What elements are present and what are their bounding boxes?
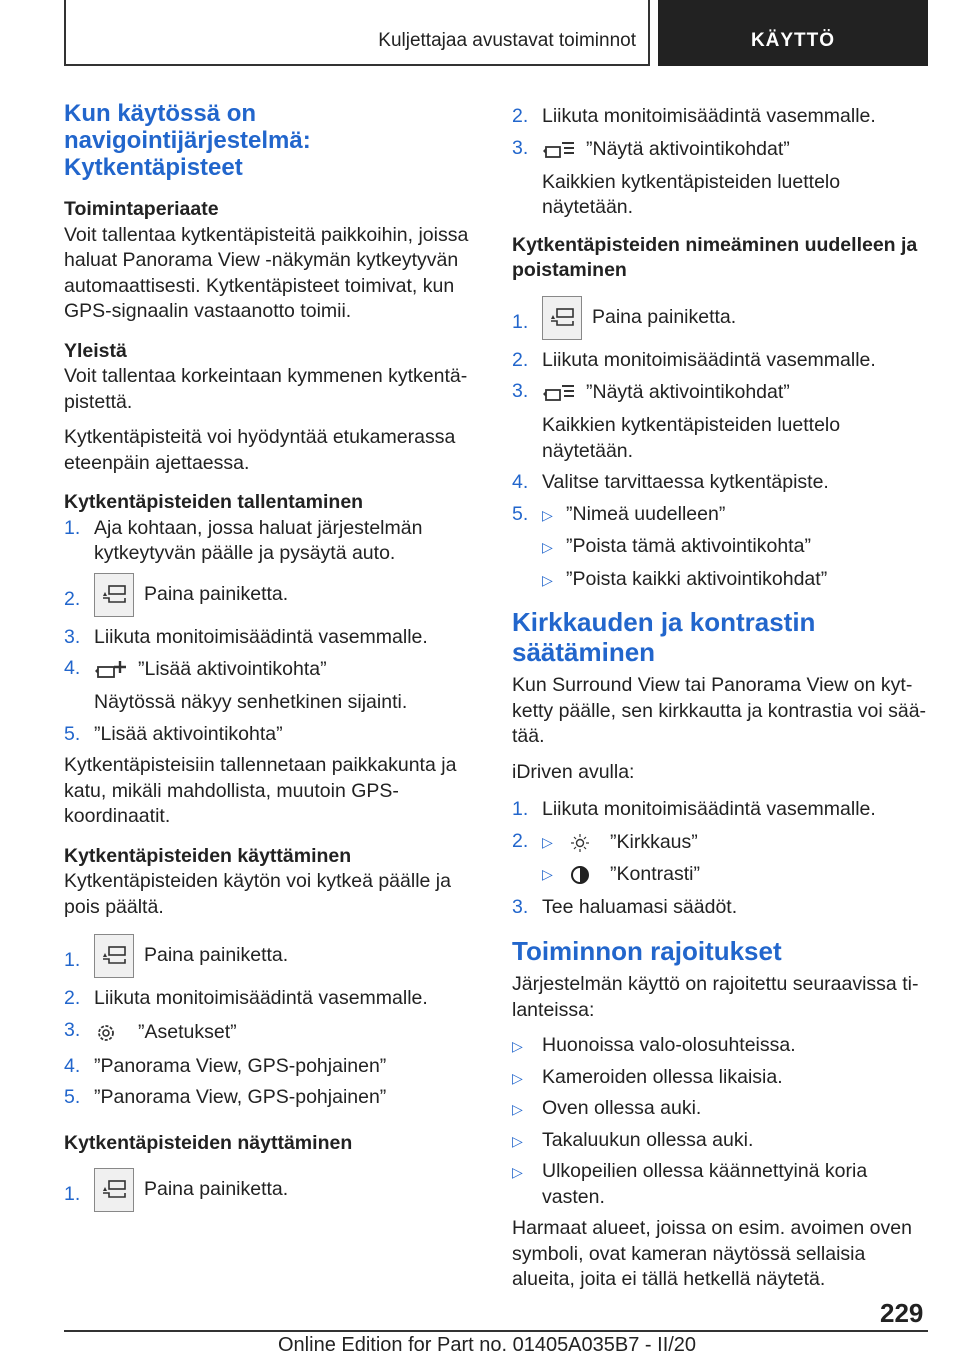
list-item <box>512 136 930 221</box>
show-steps <box>64 1168 484 1212</box>
list-item <box>64 1054 484 1080</box>
list-text: Ulkopeilien ollessa käännettyinä koria vasten. <box>542 1160 868 1208</box>
step-text: Liikuta monitoimisäädintä vasemmalle. <box>94 987 428 1009</box>
step-text: ”Näytä aktivointikohdat” <box>586 137 790 160</box>
step-number: 1. <box>64 1183 81 1205</box>
step-number: 2. <box>512 105 529 127</box>
section-heading: Toiminnon rajoitukset <box>512 936 782 966</box>
option-list <box>542 829 930 889</box>
step-text: ”Asetukset” <box>138 1020 237 1043</box>
subheading-general: Yleistä <box>64 339 127 362</box>
triangle-right-icon: ▷ <box>512 1164 523 1180</box>
step-text: Liikuta monitoimisäädintä vasemmalle. <box>542 348 876 371</box>
step-text: ”Panorama View, GPS-pohjainen” <box>94 1054 387 1077</box>
step-text: Paina painiketta. <box>144 944 289 967</box>
section-heading: Kirkkauden ja kontrastin säätäminen <box>512 607 816 667</box>
triangle-right-icon: ▷ <box>542 833 553 850</box>
step-text: Tee haluamasi säädöt. <box>542 895 738 918</box>
paragraph: Kun Surround View tai Panorama View on kytketty päälle, sen kirkkautta ja kontrastia voi säätää. <box>512 674 927 747</box>
option-text: ”Nimeä uudelleen” <box>566 502 726 525</box>
option-text: ”Kontrasti” <box>610 862 700 885</box>
step-number: 1. <box>64 516 81 539</box>
option-list <box>542 502 930 594</box>
step-number: 4. <box>64 657 81 679</box>
step-text: Valitse tarvittaessa kytkentäpiste. <box>542 471 829 493</box>
triangle-right-icon: ▷ <box>512 1101 523 1117</box>
step-number: 3. <box>512 136 529 159</box>
page-header <box>64 0 928 66</box>
subheading-show: Kytkentäpisteiden näyttäminen <box>64 1131 353 1154</box>
list-item <box>64 1018 484 1048</box>
list-item <box>512 895 930 921</box>
camera-view-button-icon <box>94 934 134 978</box>
paragraph: Voit tallentaa korkeintaan kymmenen kytkentäpistettä. <box>64 365 468 413</box>
list-item <box>512 1096 930 1122</box>
gear-icon <box>94 1022 128 1044</box>
section-tab <box>64 0 650 66</box>
list-text: Kameroiden ollessa likaisia. <box>542 1065 783 1088</box>
step-text: ”Lisää aktivointikohta” <box>138 658 327 681</box>
step-number: 3. <box>512 380 529 402</box>
camera-view-button-icon <box>94 1168 134 1212</box>
rename-steps <box>512 296 930 594</box>
step-number: 3. <box>64 1018 81 1041</box>
list-text: Oven ollessa auki. <box>542 1097 702 1119</box>
list-item <box>512 1033 930 1059</box>
step-text: Paina painiketta. <box>144 582 289 605</box>
list-item <box>64 1168 484 1212</box>
paragraph: Järjestelmän käyttö on rajoitettu seuraavissa tilanteissa: <box>512 973 919 1021</box>
step-number: 2. <box>64 987 81 1009</box>
list-item <box>512 379 930 464</box>
list-item <box>64 1085 484 1111</box>
step-number: 2. <box>512 348 529 371</box>
step-text: Paina painiketta. <box>592 305 737 328</box>
step-number: 2. <box>512 829 529 852</box>
list-item <box>512 1159 930 1210</box>
step-number: 3. <box>64 625 81 648</box>
step-text: Aja kohtaan, jossa haluat järjestelmän kytkeytyvän päälle ja pysäytä auto. <box>94 516 423 564</box>
list-points-icon <box>542 382 576 404</box>
step-number: 1. <box>512 798 529 820</box>
use-steps <box>64 934 484 1111</box>
show-steps-continued <box>512 104 930 221</box>
step-text: ”Lisää aktivointikohta” <box>94 722 283 745</box>
list-item <box>512 104 930 130</box>
triangle-right-icon: ▷ <box>542 865 553 882</box>
list-item <box>512 470 930 496</box>
contrast-icon <box>566 864 600 886</box>
paragraph: iDriven avulla: <box>512 760 635 783</box>
option-text: ”Poista kaikki aktivointikohdat” <box>566 567 828 590</box>
brightness-steps <box>512 797 930 920</box>
list-item <box>512 348 930 374</box>
paragraph: Voit tallentaa kytkentäpisteitä paikkoihin, joissa haluat Panorama View -näkymän kytkeytyvän automaattisesti. Kytkentäpisteet toimivat, kun GPS-signaalin vastaanotto toimii. <box>64 223 469 322</box>
step-number: 2. <box>64 587 81 610</box>
step-number: 1. <box>64 949 81 971</box>
paragraph: Kytkentäpisteiden käytön voi kytkeä päälle ja pois päältä. <box>64 870 451 918</box>
step-text: Liikuta monitoimisäädintä vasemmalle. <box>542 798 876 820</box>
triangle-right-icon: ▷ <box>512 1132 523 1149</box>
page-number: 229 <box>880 1298 924 1328</box>
step-number: 5. <box>64 722 81 745</box>
step-number: 1. <box>512 310 529 333</box>
step-text: Liikuta monitoimisäädintä vasemmalle. <box>542 105 876 127</box>
footer-divider <box>64 1330 928 1332</box>
section-heading: Kun käytössä on navigointijärjestelmä: Kytkentäpisteet <box>64 100 311 181</box>
list-item <box>512 1128 930 1154</box>
save-steps <box>64 516 484 748</box>
step-number: 5. <box>64 1086 81 1108</box>
left-column <box>64 100 484 1226</box>
list-item <box>64 656 484 716</box>
step-number: 5. <box>512 502 529 525</box>
option-text: ”Poista tämä aktivointikohta” <box>566 535 811 557</box>
list-item <box>64 986 484 1012</box>
step-subtext: Näytössä näkyy senhetkinen sijainti. <box>94 691 408 713</box>
subheading-use: Kytkentäpisteiden käyttäminen <box>64 844 352 867</box>
list-item <box>512 797 930 823</box>
list-text: Takaluukun ollessa auki. <box>542 1128 754 1151</box>
sun-icon <box>566 832 600 854</box>
list-item <box>512 502 930 594</box>
subheading-save: Kytkentäpisteiden tallentaminen <box>64 491 364 513</box>
paragraph: Kytkentäpisteisiin tallennetaan paikkakunta ja katu, mikäli mahdollista, muutoin GPS-koordinaatit. <box>64 754 457 827</box>
triangle-right-icon: ▷ <box>542 506 553 523</box>
list-item <box>512 296 930 340</box>
step-text: Paina painiketta. <box>144 1178 289 1201</box>
option-text: ”Kirkkaus” <box>610 830 698 853</box>
triangle-right-icon: ▷ <box>542 539 553 555</box>
step-text: ”Näytä aktivointikohdat” <box>586 381 790 404</box>
list-item <box>64 573 484 617</box>
step-text: Liikuta monitoimisäädintä vasemmalle. <box>94 625 428 648</box>
list-item <box>64 625 484 651</box>
edition-text: Online Edition for Part no. 01405A035B7 - II/20 <box>278 1334 697 1356</box>
right-column <box>512 104 930 1303</box>
camera-view-button-icon <box>94 573 134 617</box>
step-number: 4. <box>64 1054 81 1077</box>
triangle-right-icon: ▷ <box>512 1069 523 1086</box>
list-item <box>512 1065 930 1091</box>
paragraph: Harmaat alueet, joissa on esim. avoimen oven symboli, ovat kameran näytössä sellaisia alueita, joita ei tällä hetkellä näytetä. <box>512 1217 912 1290</box>
add-point-icon <box>94 659 128 681</box>
step-number: 3. <box>512 895 529 918</box>
step-text: ”Panorama View, GPS-pohjainen” <box>94 1086 387 1108</box>
chapter-title: KÄYTTÖ <box>750 30 836 51</box>
subheading-rename: Kytkentäpisteiden nimeäminen uudelleen ja poistaminen <box>512 233 918 281</box>
paragraph: Kytkentäpisteitä voi hyödyntää etukamerassa eteenpäin ajettaessa. <box>64 426 456 474</box>
list-points-icon <box>542 139 576 161</box>
list-item <box>64 934 484 978</box>
subheading-principle: Toimintaperiaate <box>64 198 219 220</box>
list-item <box>64 516 484 567</box>
step-subtext: Kaikkien kytkentäpisteiden luettelo näytetään. <box>542 170 841 218</box>
section-title: Kuljettajaa avustavat toiminnot <box>378 30 636 51</box>
list-item <box>64 722 484 748</box>
list-item <box>512 829 930 889</box>
step-number: 4. <box>512 471 529 493</box>
list-text: Huonoissa valo-olosuhteissa. <box>542 1034 796 1056</box>
step-subtext: Kaikkien kytkentäpisteiden luettelo näytetään. <box>542 414 841 462</box>
chapter-tab <box>658 0 928 66</box>
limits-list <box>512 1033 930 1210</box>
triangle-right-icon: ▷ <box>542 571 553 588</box>
camera-view-button-icon <box>542 296 582 340</box>
triangle-right-icon: ▷ <box>512 1038 523 1054</box>
